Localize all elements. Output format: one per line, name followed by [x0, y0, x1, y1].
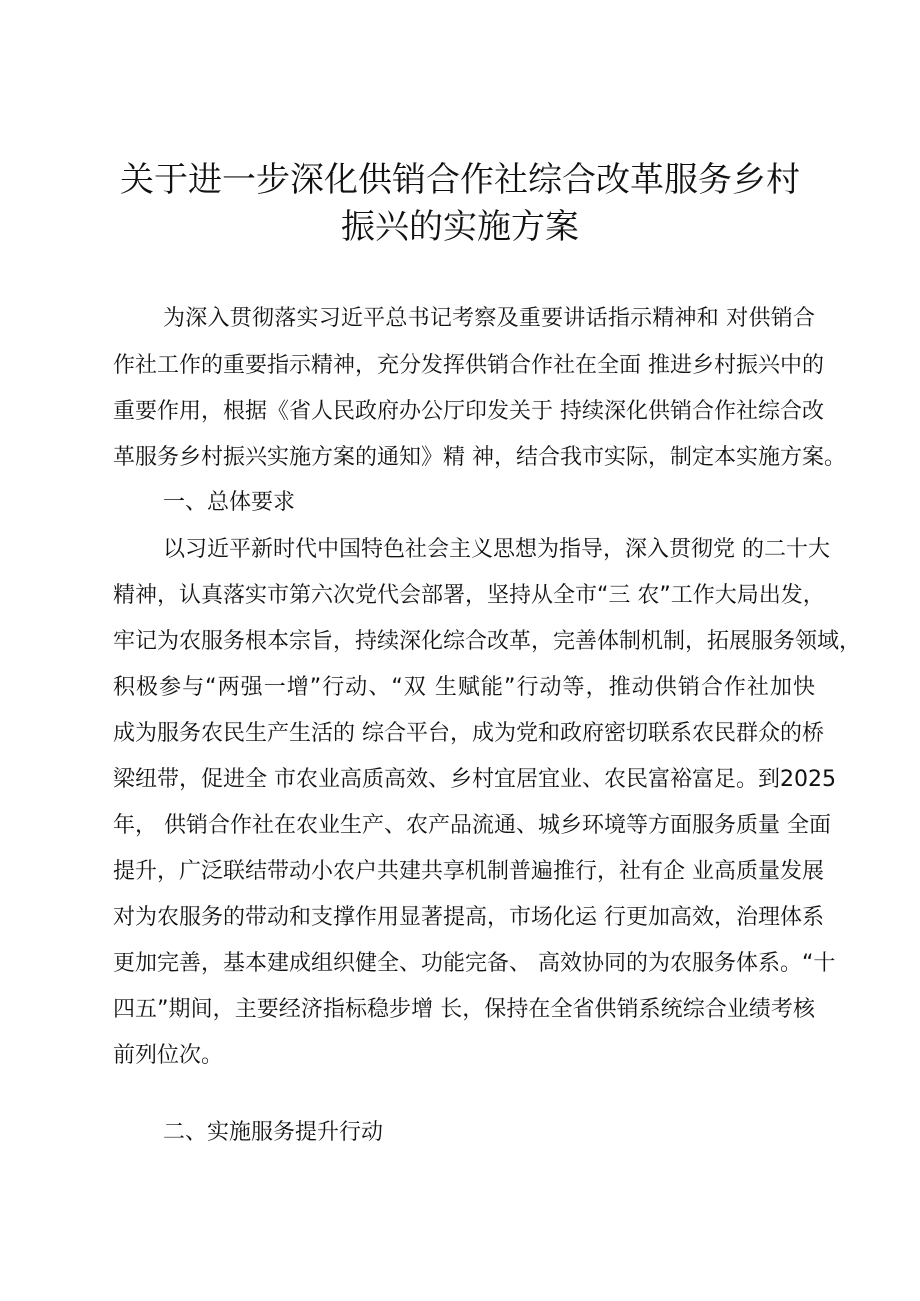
- section1-line: 梁纽带，促进全 市农业高质高效、乡村宜居宜业、农民富裕富足。到2025: [113, 767, 836, 792]
- intro-line: 为深入贯彻落实习近平总书记考察及重要讲话指示精神和 对供销合: [163, 306, 815, 331]
- section-heading-1: 一、总体要求: [163, 490, 296, 515]
- section1-line: 以习近平新时代中国特色社会主义思想为指导，深入贯彻党 的二十大: [163, 537, 830, 562]
- document-title-line-1: 关于进一步深化供销合作社综合改革服务乡村: [120, 160, 800, 200]
- intro-line: 重要作用，根据《省人民政府办公厅印发关于 持续深化供销合作社综合改: [113, 399, 824, 424]
- section1-line: 对为农服务的带动和支撑作用显著提高，市场化运 行更加高效，治理体系: [113, 905, 824, 930]
- intro-line: 作社工作的重要指示精神，充分发挥供销合作社在全面 推进乡村振兴中的: [113, 353, 824, 378]
- section1-line: 前列位次。: [113, 1043, 224, 1068]
- section1-line: 四五”期间，主要经济指标稳步增 长，保持在全省供销系统综合业绩考核: [113, 997, 815, 1022]
- section1-line: 更加完善，基本建成组织健全、功能完备、 高效协同的为农服务体系。“十: [113, 951, 836, 976]
- section1-line: 牢记为农服务根本宗旨，持续深化综合改革，完善体制机制，拓展服务领域，: [113, 629, 862, 654]
- section1-line: 提升，广泛联结带动小农户共建共享机制普遍推行，社有企 业高质量发展: [113, 859, 824, 884]
- intro-line: 革服务乡村振兴实施方案的通知》精 神，结合我市实际，制定本实施方案。: [113, 445, 846, 470]
- document-title-line-2: 振兴的实施方案: [341, 207, 579, 247]
- section1-line: 积极参与“两强一增”行动、“双 生赋能”行动等，推动供销合作社加快: [113, 675, 815, 700]
- section1-line: 年， 供销合作社在农业生产、农产品流通、城乡环境等方面服务质量 全面: [113, 813, 831, 838]
- section-heading-2: 二、实施服务提升行动: [163, 1120, 384, 1145]
- section1-line: 精神，认真落实市第六次党代会部署，坚持从全市“三 农”工作大局出发，: [113, 583, 825, 608]
- section1-line: 成为服务农民生产生活的 综合平台，成为党和政府密切联系农民群众的桥: [113, 721, 824, 746]
